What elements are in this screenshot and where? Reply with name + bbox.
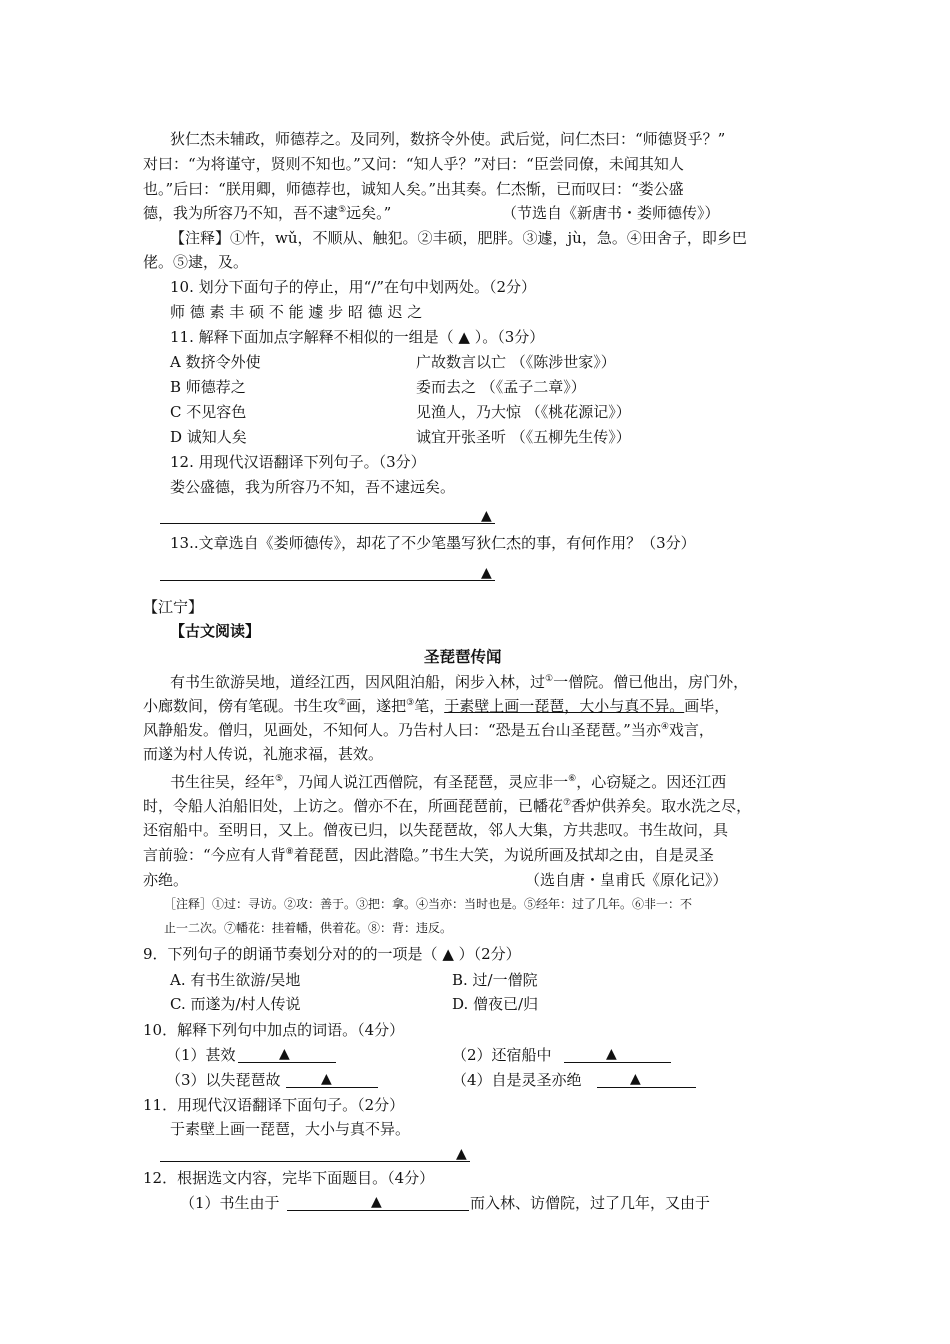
question-10-sentence: 师 德 素 丰 硕 不 能 遽 步 昭 德 迟 之 — [170, 303, 423, 321]
footnote-marker: ④ — [660, 722, 669, 732]
triangle-icon: ▲ — [630, 1071, 641, 1087]
passage-line: 对曰：“为将谨守，贤则不知也。”又问：“知人乎？”对曰：“臣尝同僚，未闻其知人 — [143, 155, 684, 173]
passage-title: 圣琵琶传闻 — [424, 647, 502, 666]
option-b: B. 过/一僧院 — [452, 971, 538, 989]
option-a-left: A 数挤令外使 — [170, 353, 261, 371]
passage-line — [143, 720, 714, 740]
question-12b-item: 而入林、访僧院，过了几年，又由于 — [470, 1194, 711, 1212]
footnote-marker: ⑥ — [568, 774, 577, 784]
triangle-icon: ▲ — [456, 1146, 467, 1162]
option-d-left: D 诚知人矣 — [170, 428, 247, 446]
option-c-left: C 不见容色 — [170, 403, 247, 421]
passage-text: 戏言， — [668, 721, 714, 739]
question-12-stem: 12. 用现代汉语翻译下列句子。（3分） — [170, 453, 426, 471]
question-10b-stem: 10．解释下列句中加点的词语。（4分） — [143, 1021, 405, 1039]
question-12b-stem: 12．根据选文内容，完毕下面题目。（4分） — [143, 1169, 435, 1187]
passage-line — [143, 845, 714, 865]
option-a-right: 广故数言以亡 （《陈涉世家》） — [416, 353, 616, 371]
question-11-stem: 11. 解释下面加点字解释不相似的一组是（ ▲ ）。（3分） — [170, 328, 545, 346]
passage-source: （选自唐・皇甫氏《原化记》） — [525, 871, 728, 889]
section-heading: 【古文阅读】 — [170, 622, 261, 640]
option-d: D. 僧夜已/归 — [452, 995, 539, 1013]
triangle-icon: ▲ — [481, 565, 492, 581]
passage-line: 亦绝。 — [143, 871, 189, 889]
question-12-sentence: 娄公盛德，我为所容乃不知，吾不逮远矣。 — [170, 478, 456, 496]
passage-text: 一僧院。僧已他出，房门外， — [553, 673, 749, 691]
notes-line: 佬。⑤逮，及。 — [143, 253, 249, 271]
option-c-right: 见渔人，乃大惊 （《桃花源记》） — [416, 403, 631, 421]
passage-text: 香炉供养矣。取水洗之尽， — [571, 797, 752, 815]
passage-text: 言前验：“今应有人背 — [143, 846, 286, 864]
notes-line: 止一二次。⑦幡花：挂着幡，供着花。⑧：背：违反。 — [164, 921, 453, 935]
answer-line[interactable] — [564, 1062, 671, 1063]
option-d-right: 诚宜开张圣听 （《五柳先生传》） — [416, 428, 631, 446]
passage-line — [170, 672, 748, 692]
footnote-marker: ① — [545, 674, 554, 684]
answer-line[interactable] — [238, 1062, 336, 1063]
footnote-marker: ⑧ — [285, 847, 294, 857]
passage-text: 远矣。” — [346, 204, 392, 222]
item-1: （1）甚效 — [166, 1046, 236, 1064]
answer-line[interactable] — [597, 1087, 696, 1088]
passage-line — [170, 772, 726, 792]
passage-text: 画毕， — [684, 697, 730, 715]
passage-text: ，心窃疑之。因还江西 — [576, 773, 727, 791]
footnote-marker: ② — [338, 698, 347, 708]
passage-text: 德，我为所容乃不知，吾不逮 — [143, 204, 339, 222]
passage-line — [143, 796, 751, 816]
passage-line: 狄仁杰未辅政，师德荐之。及同列，数挤令外使。武后觉，问仁杰曰：“师德贤乎？” — [170, 130, 726, 148]
answer-line[interactable] — [160, 580, 495, 581]
passage-text: 有书生欲游吴地，道经江西，因风阻泊船，闲步入林，过 — [170, 673, 546, 691]
notes-line: 【注释】①忤，wǔ，不顺从、触犯。②丰硕，肥胖。③遽，jù，急。④田舍子，即乡巴 — [170, 229, 747, 247]
passage-text: 笔， — [414, 697, 445, 715]
passage-text: 时，令船人泊船旧处，上访之。僧亦不在，所画琵琶前，已幡花 — [143, 797, 564, 815]
footnote-marker: ⑤ — [275, 774, 284, 784]
question-11b-sentence: 于素壁上画一琵琶，大小与真不异。 — [170, 1120, 411, 1138]
option-c: C. 而遂为/村人传说 — [170, 995, 301, 1013]
footnote-marker: ③ — [406, 698, 415, 708]
item-3: （3）以失琵琶故 — [166, 1071, 281, 1089]
triangle-icon: ▲ — [279, 1046, 290, 1062]
triangle-icon: ▲ — [321, 1071, 332, 1087]
passage-text: ，乃闻人说江西僧院，有圣琵琶，灵应非一 — [283, 773, 569, 791]
answer-line[interactable] — [160, 523, 495, 524]
item-2: （2）还宿船中 — [452, 1046, 552, 1064]
option-a: A. 有书生欲游/吴地 — [170, 971, 301, 989]
option-b-left: B 师德荐之 — [170, 378, 246, 396]
passage-line: 而遂为村人传说，礼施求福，甚效。 — [143, 745, 384, 763]
underlined-sentence: 于素壁上画一琵琶，大小与真不异。 — [444, 697, 685, 715]
question-13-stem: 13..文章选自《娄师德传》，却花了不少笔墨写狄仁杰的事，有何作用？（3分） — [170, 534, 696, 552]
passage-text: 书生往吴，经年 — [170, 773, 276, 791]
triangle-icon: ▲ — [606, 1046, 617, 1062]
question-11b-stem: 11．用现代汉语翻译下面句子。（2分） — [143, 1096, 405, 1114]
passage-text: 小廊数间，傍有笔砚。书生攻 — [143, 697, 339, 715]
passage-text: 着琵琶，因此潜隐。”书生大笑，为说所画及拭却之由，自是灵圣 — [293, 846, 714, 864]
triangle-icon: ▲ — [481, 508, 492, 524]
answer-line[interactable] — [286, 1087, 378, 1088]
answer-line[interactable] — [160, 1161, 470, 1162]
passage-line — [143, 696, 729, 716]
triangle-icon: ▲ — [371, 1194, 382, 1210]
region-label: 【江宁】 — [143, 598, 204, 616]
option-b-right: 委而去之 （《孟子二章》） — [416, 378, 586, 396]
question-10-stem: 10. 划分下面句子的停止，用“/”在句中划两处。（2分） — [170, 278, 537, 296]
passage-text: 风静船发。僧归，见画处，不知何人。乃告村人曰：“恐是五台山圣琵琶。”当亦 — [143, 721, 661, 739]
item-4: （4）自是灵圣亦绝 — [452, 1071, 582, 1089]
notes-line: ［注释］①过：寻访。②攻：善于。③把：拿。④当亦：当时也是。⑤经年：过了几年。⑥非一：不 — [164, 897, 693, 911]
passage-text: 画，遂把 — [346, 697, 407, 715]
passage-line: 也。”后曰：“朕用卿，师德荐也，诚知人矣。”出其奏。仁杰惭，已而叹曰：“娄公盛 — [143, 180, 684, 198]
footnote-marker: ⑤ — [338, 205, 347, 215]
passage-line: 还宿船中。至明日，又上。僧夜已归，以失琵琶故，邻人大集，方共悲叹。书生故问，具 — [143, 821, 729, 839]
answer-line[interactable] — [287, 1210, 469, 1211]
footnote-marker: ⑦ — [563, 798, 572, 808]
question-9-stem: 9．下列句子的朗诵节奏划分对的的一项是（ ▲ ）（2分） — [143, 945, 521, 963]
question-12b-item: （1）书生由于 — [180, 1194, 280, 1212]
passage-line — [143, 203, 391, 223]
passage-source: （节选自《新唐书・娄师德传》） — [502, 204, 720, 222]
